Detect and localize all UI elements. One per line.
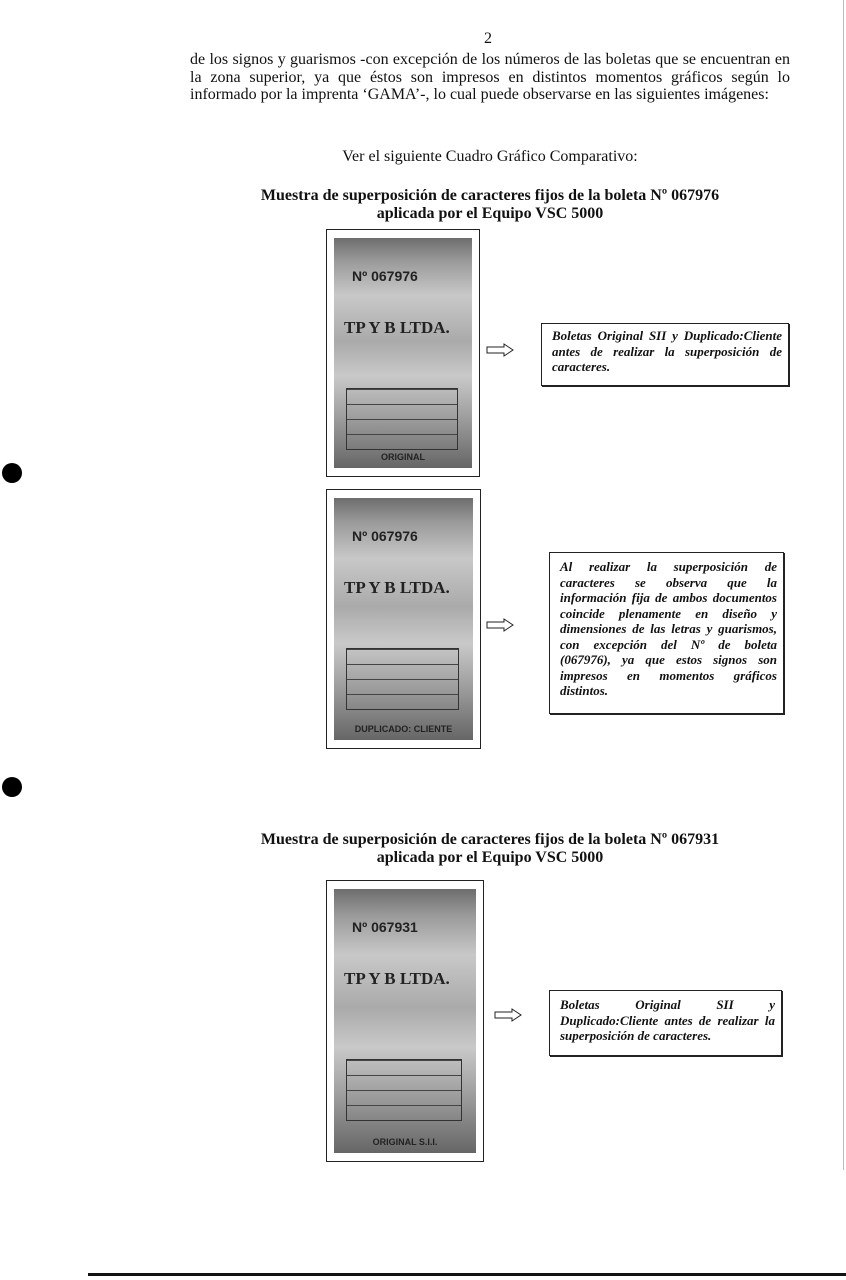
receipt-company: TP Y B LTDA. <box>344 578 450 597</box>
punch-hole <box>2 463 22 483</box>
receipt-footer: ORIGINAL <box>381 452 425 462</box>
heading-line-2: aplicada por el Equipo VSC 5000 <box>376 849 604 866</box>
heading-line-1: Muestra de superposición de caracteres fijos de la boleta Nº 067931 <box>260 831 720 848</box>
receipt-number: Nº 067931 <box>352 919 418 935</box>
receipt-overlay-image <box>326 489 481 749</box>
heading-line-1: Muestra de superposición de caracteres fijos de la boleta Nº 067976 <box>260 187 720 204</box>
receipt-table <box>346 388 458 450</box>
receipt-number: Nº 067976 <box>352 268 418 284</box>
receipt-table <box>346 648 459 710</box>
scan-edge <box>843 0 844 1170</box>
page-number: 2 <box>484 30 492 47</box>
receipt-company: TP Y B LTDA. <box>344 969 450 988</box>
intro-line: Ver el siguiente Cuadro Gráfico Comparativo: <box>342 148 638 165</box>
note-box: Boletas Original SII y Duplicado:Cliente antes de realizar la superposición de caracteres. <box>541 323 789 386</box>
section-2-heading <box>190 831 790 867</box>
receipt-company: TP Y B LTDA. <box>344 318 450 337</box>
section-1-heading <box>190 187 790 223</box>
receipt-footer: ORIGINAL S.I.I. <box>372 1137 438 1147</box>
arrow-right-icon <box>486 618 514 632</box>
arrow-right-icon <box>494 1008 522 1022</box>
note-box: Al realizar la superposición de caracteres se observa que la información fija de ambos documentos coincide plenamente en diseño y dimensiones de las letras y guarismos, con excepción del Nº de boleta (067976), ya que estos signos son impresos en momentos gráficos distintos. <box>549 552 784 714</box>
arrow-right-icon <box>486 343 514 357</box>
bottom-rule <box>88 1273 846 1276</box>
note-box: Boletas Original SII y Duplicado:Cliente antes de realizar la superposición de caracteres. <box>549 990 782 1056</box>
punch-hole <box>2 777 22 797</box>
receipt-table <box>346 1059 462 1121</box>
receipt-scan-image <box>326 229 480 477</box>
receipt-scan-image <box>326 880 484 1162</box>
receipt-number: Nº 067976 <box>352 528 418 544</box>
receipt-footer: DUPLICADO: CLIENTE <box>354 724 453 734</box>
body-paragraph: de los signos y guarismos -con excepción de los números de las boletas que se encuentran en la zona superior, ya que éstos son impresos en distintos momentos gráficos según lo informado por la imprenta ‘GAMA’-, lo cual puede observarse en las siguientes imágenes: <box>190 51 790 104</box>
heading-line-2: aplicada por el Equipo VSC 5000 <box>376 205 604 222</box>
